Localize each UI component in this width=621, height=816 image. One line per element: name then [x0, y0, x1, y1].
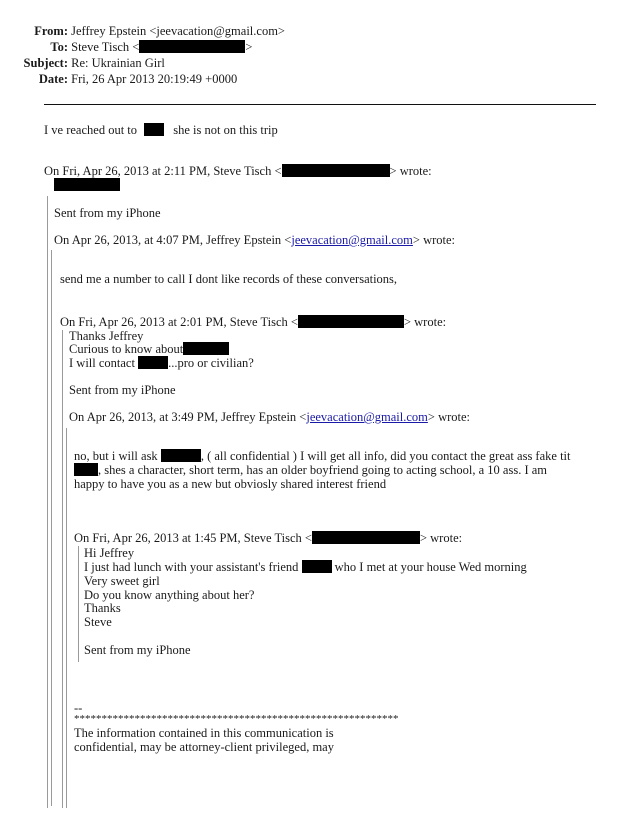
reply-text-suffix: she is not on this trip: [173, 123, 278, 137]
header-divider: [44, 104, 596, 105]
quote3-line3: happy to have you as a new but obviosly shared interest friend: [74, 477, 387, 491]
redaction-box: [138, 356, 168, 369]
quote2-line1: Thanks Jeffrey: [69, 329, 144, 343]
quote-bar: [47, 196, 48, 808]
quote2-line2: [69, 342, 229, 356]
quote1-intro: [44, 164, 432, 178]
header-from: [6, 24, 285, 38]
quote2-intro: [60, 315, 446, 329]
quote2-intro-suffix: > wrote:: [403, 315, 447, 329]
quote2-nested-intro: [69, 410, 470, 424]
quote4-line4: Do you know anything about her?: [84, 588, 255, 602]
quote2-sent-from: Sent from my iPhone: [69, 383, 176, 397]
quote2-line3-prefix: I will contact: [69, 356, 135, 370]
date-value: Fri, 26 Apr 2013 20:19:49 +0000: [71, 72, 238, 86]
quote4-intro-prefix: On Fri, Apr 26, 2013 at 1:45 PM, Steve Tisch <: [74, 531, 312, 545]
quote4-line1: Hi Jeffrey: [84, 546, 135, 560]
quote1-nested-intro: [54, 233, 455, 247]
header-subject: [6, 56, 165, 70]
date-label: Date:: [38, 72, 68, 86]
quote3-line1-prefix: no, but i will ask: [74, 449, 158, 463]
quote2-line3: [69, 356, 254, 370]
subject-value: Re: Ukrainian Girl: [71, 56, 165, 70]
redaction-box: [139, 40, 245, 53]
quote2-nested-intro-prefix: On Apr 26, 2013, at 3:49 PM, Jeffrey Epstein <: [69, 410, 307, 424]
from-value: Jeffrey Epstein <jeevacation@gmail.com>: [71, 24, 285, 38]
redaction-box: [74, 463, 98, 476]
quote4-line5: Thanks: [84, 601, 121, 615]
redaction-box: [302, 560, 332, 573]
signature-line1: The information contained in this communication is: [74, 726, 334, 740]
signature-stars: ***********************************************************: [74, 713, 399, 725]
quote4-line3: Very sweet girl: [84, 574, 160, 588]
email-link[interactable]: jeevacation@gmail.com: [291, 233, 413, 247]
redaction-box: [282, 164, 390, 177]
email-link[interactable]: jeevacation@gmail.com: [306, 410, 428, 424]
quote4-line2: [84, 560, 527, 574]
quote1-intro-prefix: On Fri, Apr 26, 2013 at 2:11 PM, Steve Tisch <: [44, 164, 282, 178]
redaction-box: [298, 315, 404, 328]
quote-bar: [66, 428, 67, 808]
reply-line: [44, 123, 278, 137]
quote4-line2-prefix: I just had lunch with your assistant's friend: [84, 560, 299, 574]
quote1-message: send me a number to call I dont like records of these conversations,: [60, 272, 398, 286]
quote2-line3-suffix: ...pro or civilian?: [168, 356, 254, 370]
quote2-line2-prefix: Curious to know about: [69, 342, 184, 356]
quote1-redacted-line: [54, 178, 120, 192]
quote3-line1: [74, 449, 570, 463]
quote1-intro-suffix: > wrote:: [389, 164, 432, 178]
redaction-box: [54, 178, 120, 191]
quote-bar: [62, 330, 63, 808]
quote1-nested-intro-suffix: > wrote:: [412, 233, 456, 247]
quote1-sent-from: Sent from my iPhone: [54, 206, 161, 220]
from-label: From:: [34, 24, 68, 38]
header-to: [6, 40, 252, 54]
to-label: To:: [50, 40, 68, 54]
quote4-intro-suffix: > wrote:: [419, 531, 463, 545]
redaction-box: [144, 123, 164, 136]
signature-line2: confidential, may be attorney-client privileged, may: [74, 740, 334, 754]
header-date: [6, 72, 237, 86]
quote-bar: [78, 546, 79, 662]
redaction-box: [161, 449, 201, 462]
to-value-suffix: >: [245, 40, 253, 54]
quote3-line1-suffix: , ( all confidential ) I will get all info, did you contact the great ass fake tit: [200, 449, 571, 463]
quote4-intro: [74, 531, 462, 545]
quote2-intro-prefix: On Fri, Apr 26, 2013 at 2:01 PM, Steve Tisch <: [60, 315, 298, 329]
quote4-line6: Steve: [84, 615, 112, 629]
redaction-box: [312, 531, 420, 544]
quote-bar: [51, 250, 52, 806]
quote1-nested-intro-prefix: On Apr 26, 2013, at 4:07 PM, Jeffrey Epstein <: [54, 233, 292, 247]
subject-label: Subject:: [23, 56, 68, 70]
signature-dashes: --: [74, 701, 83, 715]
to-value-prefix: Steve Tisch <: [71, 40, 140, 54]
quote3-line2-suffix: , shes a character, short term, has an older boyfriend going to acting school, a 10 ass. I am: [98, 463, 548, 477]
quote2-nested-intro-suffix: > wrote:: [427, 410, 471, 424]
redaction-box: [183, 342, 229, 355]
quote4-line2-suffix: who I met at your house Wed morning: [334, 560, 527, 574]
quote3-line2: [74, 463, 547, 477]
quote4-sent-from: Sent from my iPhone: [84, 643, 191, 657]
reply-text-prefix: I ve reached out to: [44, 123, 138, 137]
